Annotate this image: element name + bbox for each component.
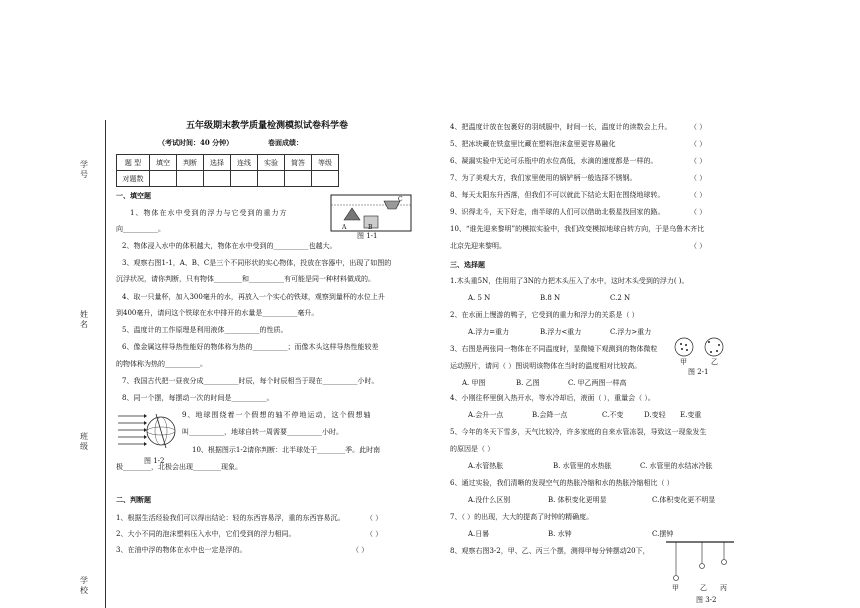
fill-q10-cont: 极________，北极会出现________现象。 — [116, 463, 242, 471]
choice-q6-opt-c: C.体积变化更不明显 — [652, 496, 716, 504]
judge-q9: 9、识得北斗，天下好走，南半球的人们可以借助北极星找回家的路。 — [450, 208, 665, 216]
table-header-cell: 判断 — [177, 155, 204, 171]
choice-q3-opt-a: A. 甲图 — [462, 379, 486, 387]
fig3-2-caption: 图 3-2 — [696, 596, 717, 604]
fig2-1-caption: 图 2-1 — [688, 368, 709, 376]
judge-q3: 3、在油中浮的物体在水中也一定是浮的。 — [116, 546, 247, 554]
fill-q3-cont: 沉浮状况，请你判断，只有物体________和__________有可能是同一种材料做成的。 — [116, 275, 375, 283]
choice-q1-opt-a: A. 5 N — [468, 294, 491, 302]
answer-paren[interactable]: （ ） — [366, 514, 383, 522]
choice-q5-cont: 的原因是（ ） — [450, 445, 495, 453]
choice-q7: 7、（ ）的出现，大大的提高了时钟的精确度。 — [450, 513, 594, 521]
score-label: 卷面成绩： — [268, 138, 303, 147]
student-id-label: 学号 — [80, 160, 88, 179]
choice-q2-opt-c: C.浮力>重力 — [610, 328, 652, 336]
table-header-cell: 连线 — [231, 155, 258, 171]
exam-time: （考试时间：40 分钟） — [158, 138, 234, 147]
choice-q8: 8、观察右图3-2，甲、乙、丙三个摆，测得甲每分钟摆动20下， — [450, 547, 650, 555]
fill-q9: 9、地球围绕着一个假想的轴不停地运动，这个假想轴 — [182, 411, 372, 419]
choice-q7-opt-b: B. 水钟 — [548, 530, 572, 538]
fill-q4: 4、取一只量杯，加入300毫升的水，再放入一个实心的铁球，观察到量杯的水位上升 — [122, 293, 385, 301]
table-cell[interactable] — [231, 171, 258, 187]
object-b-label: B — [368, 224, 373, 231]
fill-q7: 7、我国古代把一昼夜分成__________时辰，每个时辰相当于现在__________小时。 — [122, 377, 379, 385]
table-cell[interactable] — [204, 171, 231, 187]
table-cell[interactable] — [258, 171, 285, 187]
answer-paren[interactable]: （ ） — [352, 546, 369, 554]
choice-q6-opt-b: B. 体积变化更明显 — [548, 496, 607, 504]
choice-q2-opt-a: A.浮力=重力 — [468, 328, 510, 336]
table-header-cell: 填空 — [150, 155, 177, 171]
choice-q4-opt-b: B.会降一点 — [532, 411, 568, 419]
table-cell[interactable] — [177, 171, 204, 187]
choice-q6-opt-a: A.没什么区别 — [468, 496, 511, 504]
answer-paren[interactable]: （ ） — [366, 530, 383, 538]
choice-q3-opt-c: C. 甲乙两图一样高 — [568, 379, 627, 387]
fig2-1-label-b: 乙 — [711, 358, 718, 366]
fill-q1-cont: 向__________。 — [116, 225, 165, 233]
answer-paren[interactable]: （ ） — [690, 123, 707, 131]
answer-paren[interactable]: （ ） — [690, 140, 707, 148]
answer-paren[interactable]: （ ） — [690, 208, 707, 216]
fill-q1: 1、物体在水中受到的浮力与它受到的重力方 — [130, 209, 288, 217]
figure-1-1 — [328, 192, 414, 234]
choice-q4: 4、小刚往杯里倒入热开水，等水冷却后，液面（ ），重量会（ ）。 — [450, 394, 655, 402]
fill-q9-cont: 叫__________，地球自转一周需要__________小时。 — [182, 428, 343, 436]
fig1-2-caption: 图 1-2 — [144, 457, 165, 465]
figure-1-2 — [116, 410, 178, 454]
score-table — [116, 154, 339, 187]
choice-q3-cont: 运动照片，请问（ ）图说明该物体在当时的温度相对比较高。 — [450, 362, 642, 370]
choice-q7-opt-c: C.摆钟 — [652, 530, 674, 538]
answer-paren[interactable]: （ ） — [690, 157, 707, 165]
fill-q5: 5、温度计的工作原理是利用液体__________的性质。 — [122, 326, 288, 334]
section3-title: 三、选择题 — [450, 260, 485, 269]
figure-3-2 — [664, 540, 736, 586]
table-header-cell: 简答 — [285, 155, 312, 171]
table-cell[interactable] — [150, 171, 177, 187]
choice-q6: 6、通过实验，我们清晰的发现空气的热胀冷缩和水的热胀冷缩相比（ ） — [450, 479, 674, 487]
figure-2-1 — [672, 336, 728, 358]
school-label: 学校 — [80, 576, 88, 595]
table-cell[interactable] — [285, 171, 312, 187]
choice-q4-opt-c: C.不变 — [602, 411, 624, 419]
class-label: 班级 — [80, 432, 88, 451]
choice-q4-opt-d: D.变轻 — [644, 411, 666, 419]
choice-q5-opt-c: C. 水管里的水结冰冷胀 — [640, 462, 713, 470]
fill-q2: 2、物体浸入水中的体积越大，物体在水中受到的__________也越大。 — [122, 242, 337, 250]
exam-title: 五年级期末教学质量检测模拟试卷科学卷 — [186, 121, 349, 131]
table-header-cell: 选择 — [204, 155, 231, 171]
choice-q2: 2、在水面上慢游的鸭子，它受到的重力和浮力的关系是（ ） — [450, 311, 639, 319]
judge-q7: 7、为了美观大方，我们家里使用的锅铲柄一般选择不锈钢。 — [450, 174, 637, 182]
judge-q10-cont: 北京先迎来黎明。 — [450, 242, 506, 250]
binding-line — [105, 120, 106, 608]
choice-q1-opt-b: B.8 N — [540, 294, 561, 302]
choice-q5-opt-a: A.水管热胀 — [468, 462, 504, 470]
choice-q3: 3、右图是两张同一物体在不同温度时，显微镜下观测到的物体微粒 — [450, 345, 658, 353]
choice-q7-opt-a: A.日晷 — [468, 530, 490, 538]
choice-q2-opt-b: B.浮力<重力 — [540, 328, 582, 336]
fill-q4-cont: 到400毫升，请问这个铁球在水中排开的水量是__________毫升。 — [116, 309, 319, 317]
judge-q2: 2、大小不同的泡沫塑料压入水中，它们受到的浮力相同。 — [116, 530, 296, 538]
answer-paren[interactable]: （ ） — [690, 242, 707, 250]
table-cell[interactable] — [312, 171, 339, 187]
fill-q3: 3、观察右图1-1，A、B、C是三个不同形状的实心物体，投放在容器中，出现了如图的 — [122, 259, 392, 267]
object-a-label: A — [342, 224, 347, 231]
choice-q3-opt-b: B. 乙图 — [516, 379, 540, 387]
answer-paren[interactable]: （ ） — [690, 174, 707, 182]
object-c-label: C — [398, 196, 403, 203]
fill-q8: 8、同一个摆，每摆动一次的时间是__________。 — [122, 394, 274, 402]
judge-q8: 8、每天太阳东升西落，但我们不可以就此下结论太阳在围绕地球转。 — [450, 191, 665, 199]
judge-q4: 4、把温度计放在包裹好的羽绒服中，时间一长，温度计的读数会上升。 — [450, 123, 672, 131]
name-label: 姓名 — [80, 310, 88, 329]
judge-q5: 5、把冰块藏在铁盒里比藏在塑料泡沫盒里更容易融化 — [450, 140, 616, 148]
fill-q10: 10、根据图示1-2请你判断：北半球处于________季。此时南 — [192, 446, 381, 454]
table-row-label: 对题数 — [117, 171, 150, 187]
fill-q6-cont: 的物体称为热的__________。 — [116, 360, 207, 368]
table-header-cell: 实验 — [258, 155, 285, 171]
fig3-2-label-a: 甲 — [672, 584, 679, 592]
fill-q6: 6、像金属这样导热性能好的物体称为热的__________；而像木头这样导热性能较差 — [122, 343, 379, 351]
table-header-cell: 等级 — [312, 155, 339, 171]
choice-q1: 1.木头重5N，佳用用了3N的力把木头压入了水中，这时木头受到的浮力( )。 — [450, 277, 689, 285]
answer-paren[interactable]: （ ） — [690, 191, 707, 199]
section2-title: 二、判断题 — [116, 495, 151, 504]
choice-q4-opt-e: E.变重 — [680, 411, 702, 419]
choice-q4-opt-a: A.会升一点 — [468, 411, 504, 419]
judge-q10: 10、“谁先迎来黎明”的模拟实验中，我们改变模拟地球自转方向，于是乌鲁木齐比 — [450, 225, 705, 233]
fig3-2-label-c: 丙 — [720, 584, 727, 592]
fig2-1-label-a: 甲 — [680, 358, 687, 366]
choice-q5: 5、今年的冬天下雪多，天气比较冷，许多家庭的自来水管冻裂，导致这一现象发生 — [450, 428, 707, 436]
section1-title: 一、填空题 — [116, 191, 151, 200]
choice-q1-opt-c: C.2 N — [610, 294, 631, 302]
fig1-1-caption: 图 1-1 — [357, 232, 378, 240]
choice-q5-opt-b: B. 水管里的水热胀 — [553, 462, 612, 470]
fig3-2-label-b: 乙 — [700, 584, 707, 592]
judge-q6: 6、凝漏实验中无论可乐瓶中的水位高低，水滴的速度都是一样的。 — [450, 157, 658, 165]
judge-q1: 1、根据生活经验我们可以得出结论：轻的东西容易浮，重的东西容易沉。 — [116, 514, 345, 522]
table-header-cell: 题 型 — [117, 155, 150, 171]
